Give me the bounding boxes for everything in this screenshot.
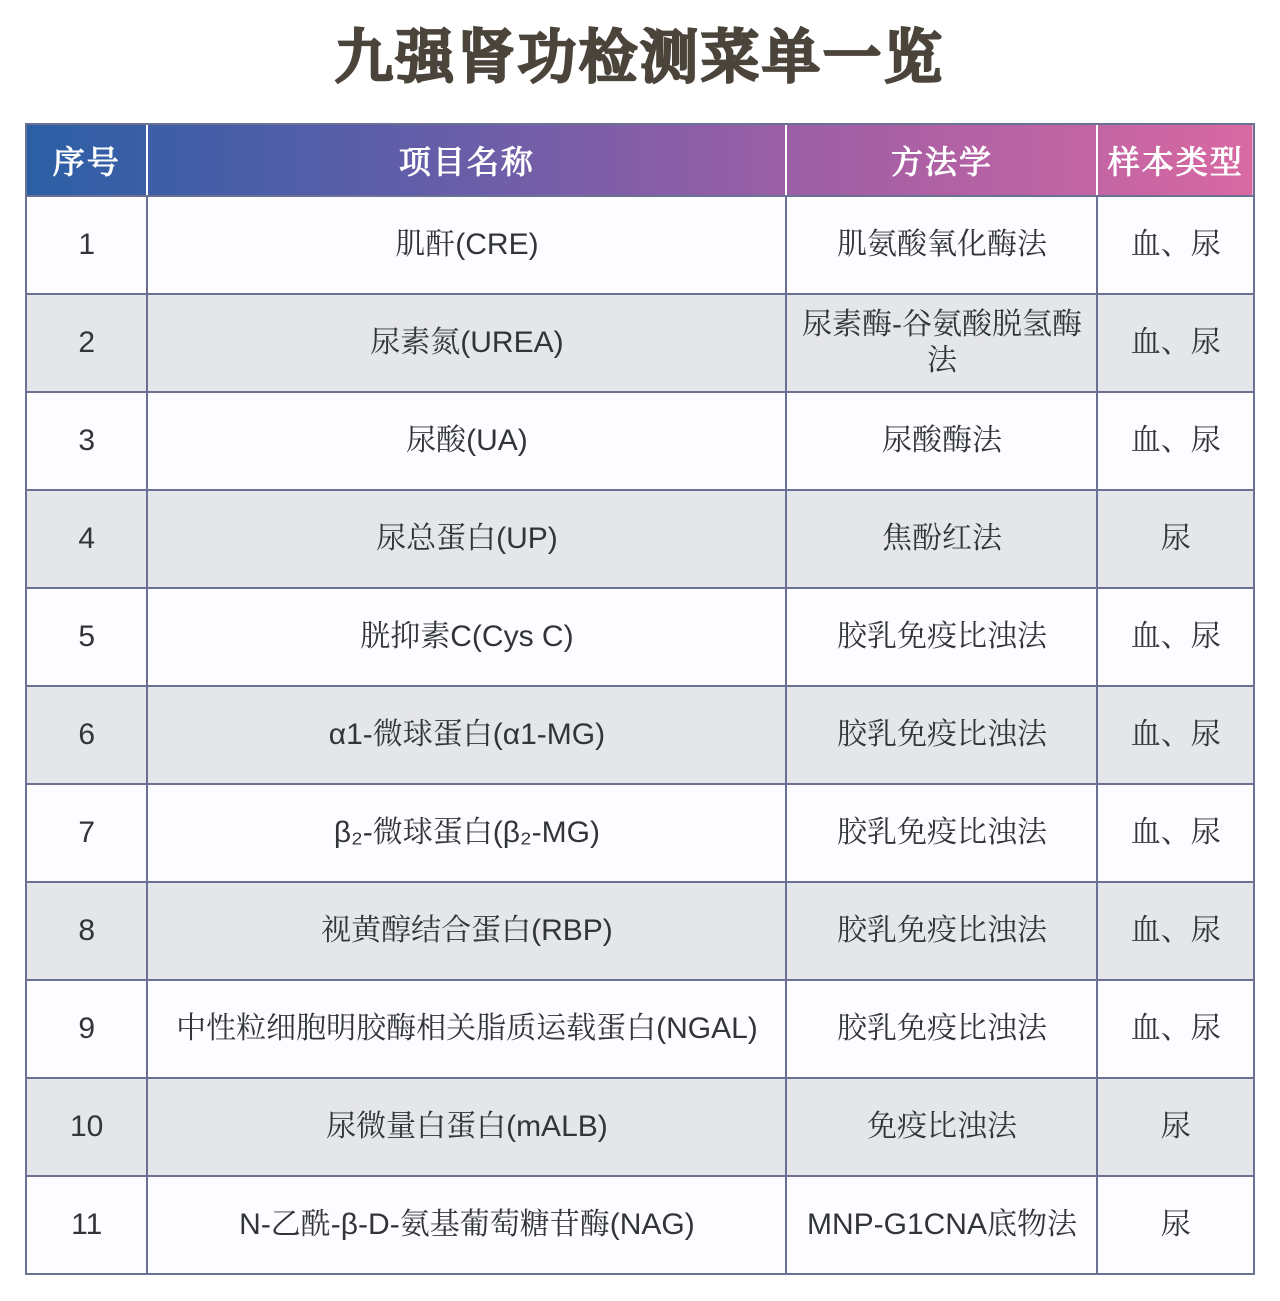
row-number-cell: 1 xyxy=(27,195,148,293)
project-name-cell: 尿素氮(UREA) xyxy=(148,293,787,391)
table-row xyxy=(27,979,1253,1077)
method-cell: MNP-G1CNA底物法 xyxy=(787,1175,1098,1273)
sample-type-cell: 血、尿 xyxy=(1098,293,1253,391)
sample-type-cell: 尿 xyxy=(1098,1077,1253,1175)
row-number-cell: 3 xyxy=(27,391,148,489)
sample-type-cell: 血、尿 xyxy=(1098,783,1253,881)
method-cell: 焦酚红法 xyxy=(787,489,1098,587)
method-cell: 肌氨酸氧化酶法 xyxy=(787,195,1098,293)
sample-type-cell: 血、尿 xyxy=(1098,391,1253,489)
project-name-cell: 肌酐(CRE) xyxy=(148,195,787,293)
project-name-cell: α1-微球蛋白(α1-MG) xyxy=(148,685,787,783)
header-method: 方法学 xyxy=(787,125,1098,195)
method-cell: 尿素酶-谷氨酸脱氢酶法 xyxy=(787,293,1098,391)
sample-type-cell: 尿 xyxy=(1098,1175,1253,1273)
project-name-cell: 中性粒细胞明胶酶相关脂质运载蛋白(NGAL) xyxy=(148,979,787,1077)
row-number-cell: 8 xyxy=(27,881,148,979)
header-sample: 样本类型 xyxy=(1107,144,1244,180)
page-title: 九强肾功检测菜单一览 xyxy=(334,25,945,90)
sample-type-cell: 血、尿 xyxy=(1098,195,1253,293)
sample-type-cell: 血、尿 xyxy=(1098,587,1253,685)
project-name-cell: 视黄醇结合蛋白(RBP) xyxy=(148,881,787,979)
project-name-cell: 尿酸(UA) xyxy=(148,391,787,489)
table-header xyxy=(27,125,1253,195)
project-name-cell: N-乙酰-β-D-氨基葡萄糖苷酶(NAG) xyxy=(148,1175,787,1273)
header-no: 序号 xyxy=(27,125,148,195)
method-cell: 胶乳免疫比浊法 xyxy=(787,783,1098,881)
test-menu-table xyxy=(25,123,1255,1275)
table-body xyxy=(27,195,1253,1273)
header-row xyxy=(27,125,1253,195)
table-row xyxy=(27,293,1253,391)
table-row xyxy=(27,685,1253,783)
table-row xyxy=(27,783,1253,881)
table-row xyxy=(27,1077,1253,1175)
row-number-cell: 6 xyxy=(27,685,148,783)
table-row xyxy=(27,881,1253,979)
row-number-cell: 5 xyxy=(27,587,148,685)
method-cell: 免疫比浊法 xyxy=(787,1077,1098,1175)
table-row xyxy=(27,587,1253,685)
row-number-cell: 11 xyxy=(27,1175,148,1273)
sample-type-cell: 血、尿 xyxy=(1098,881,1253,979)
method-cell: 胶乳免疫比浊法 xyxy=(787,881,1098,979)
table-row xyxy=(27,1175,1253,1273)
method-cell: 胶乳免疫比浊法 xyxy=(787,587,1098,685)
project-name-cell: β₂-微球蛋白(β₂-MG) xyxy=(148,783,787,881)
method-cell: 尿酸酶法 xyxy=(787,391,1098,489)
method-cell: 胶乳免疫比浊法 xyxy=(787,685,1098,783)
table-row xyxy=(27,195,1253,293)
project-name-cell: 胱抑素C(Cys C) xyxy=(148,587,787,685)
sample-type-cell: 血、尿 xyxy=(1098,979,1253,1077)
sample-type-cell: 血、尿 xyxy=(1098,685,1253,783)
row-number-cell: 9 xyxy=(27,979,148,1077)
row-number-cell: 7 xyxy=(27,783,148,881)
row-number-cell: 4 xyxy=(27,489,148,587)
method-cell: 胶乳免疫比浊法 xyxy=(787,979,1098,1077)
table-row xyxy=(27,489,1253,587)
sample-type-cell: 尿 xyxy=(1098,489,1253,587)
project-name-cell: 尿微量白蛋白(mALB) xyxy=(148,1077,787,1175)
row-number-cell: 2 xyxy=(27,293,148,391)
header-name: 项目名称 xyxy=(148,125,787,195)
row-number-cell: 10 xyxy=(27,1077,148,1175)
project-name-cell: 尿总蛋白(UP) xyxy=(148,489,787,587)
table-row xyxy=(27,391,1253,489)
